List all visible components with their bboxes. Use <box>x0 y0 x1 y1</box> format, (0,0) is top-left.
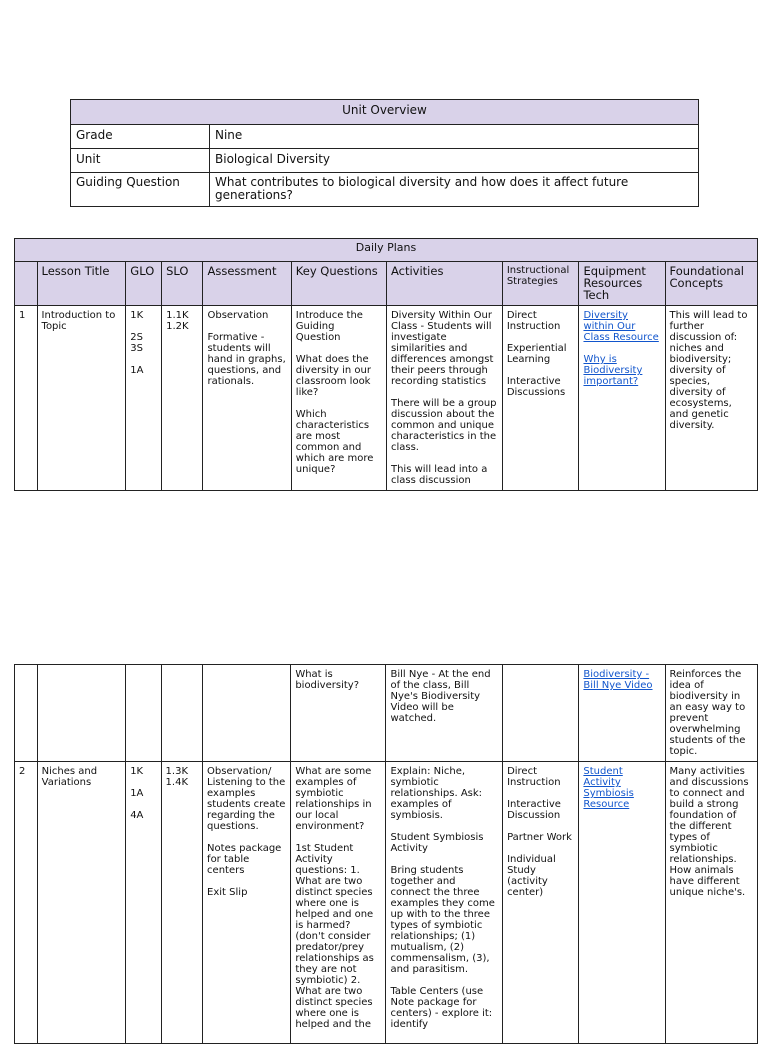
unit-overview-title: Unit Overview <box>71 100 699 125</box>
grade-value: Nine <box>210 125 699 149</box>
unit-overview-table <box>70 99 699 207</box>
resources-cell <box>579 306 665 491</box>
glo-cell: 1K 1A 4A <box>126 762 161 1044</box>
slo-cell: 1.1K 1.2K <box>162 306 203 491</box>
lesson-title: Introduction to Topic <box>37 306 126 491</box>
assessment-cell: Observation Formative - students will hand in graphs, questions, and rationals. <box>203 306 291 491</box>
foundational-header: Foundational Concepts <box>665 262 757 306</box>
unit-label: Unit <box>71 149 210 173</box>
activities-cell: Diversity Within Our Class - Students will investigate similarities and differences amongst their peers through recording statistics There will be a group discussion about the common and unique characteristics in the class. This will lead into a class discussion <box>386 306 502 491</box>
lesson-number: 2 <box>15 762 38 1044</box>
resources-cell <box>579 665 665 762</box>
foundational-cell: This will lead to further discussion of: niches and biodiversity; diversity of species, diversity of ecosystems, and genetic diversity. <box>665 306 757 491</box>
daily-plans-table <box>14 238 758 491</box>
guiding-question-value: What contributes to biological diversity and how does it affect future generations? <box>210 173 699 207</box>
diversity-resource-link[interactable]: Diversity within Our Class Resource <box>583 310 659 343</box>
glo-header: GLO <box>126 262 162 306</box>
lesson-title: Niches and Variations <box>37 762 126 1044</box>
table-row <box>15 306 758 491</box>
glo-cell: 1K 2S 3S 1A <box>126 306 162 491</box>
table-row <box>15 762 758 1044</box>
lesson-number: 1 <box>15 306 38 491</box>
assessment-cell: Observation/ Listening to the examples students create regarding the questions. Notes package for table centers Exit Slip <box>203 762 291 1044</box>
key-questions-cell: What is biodiversity? <box>291 665 386 762</box>
foundational-cell: Reinforces the idea of biodiversity in an easy way to prevent overwhelming students of the topic. <box>665 665 757 762</box>
why-biodiversity-link[interactable]: Why is Biodiversity important? <box>583 354 643 387</box>
slo-header: SLO <box>162 262 203 306</box>
grade-label: Grade <box>71 125 210 149</box>
key-questions-header: Key Questions <box>291 262 386 306</box>
lesson-title-header: Lesson Title <box>37 262 126 306</box>
bill-nye-video-link[interactable]: Biodiversity - Bill Nye Video <box>583 669 653 691</box>
assessment-header: Assessment <box>203 262 291 306</box>
strategies-cell: Direct Instruction Experiential Learning Interactive Discussions <box>502 306 579 491</box>
daily-plans-table-continued <box>14 664 758 1044</box>
strategies-header: Instructional Strategies <box>502 262 579 306</box>
symbiosis-resource-link[interactable]: Student Activity Symbiosis Resource <box>583 766 634 810</box>
equipment-header: Equipment Resources Tech <box>579 262 665 306</box>
foundational-cell: Many activities and discussions to connect and build a strong foundation of the different types of symbiotic relationships. How animals have different unique niche's. <box>665 762 757 1044</box>
activities-header: Activities <box>386 262 502 306</box>
unit-value: Biological Diversity <box>210 149 699 173</box>
activities-cell: Bill Nye - At the end of the class, Bill Nye's Biodiversity Video will be watched. <box>386 665 503 762</box>
guiding-question-label: Guiding Question <box>71 173 210 207</box>
resources-cell <box>579 762 665 1044</box>
key-questions-cell: Introduce the Guiding Question What does the diversity in our classroom look like? Which characteristics are most common and which are more unique? <box>291 306 386 491</box>
table-row <box>15 665 758 762</box>
daily-plans-title: Daily Plans <box>15 239 758 262</box>
strategies-cell: Direct Instruction Interactive Discussion Partner Work Individual Study (activity center) <box>503 762 579 1044</box>
slo-cell: 1.3K 1.4K <box>161 762 203 1044</box>
daily-plans-header-row <box>15 262 758 306</box>
activities-cell: Explain: Niche, symbiotic relationships. Ask: examples of symbiosis. Student Symbiosis Activity Bring students together and connect the three examples they come up with to the three types of symbiotic relationships; (1) mutualism, (2) commensalism, (3), and parasitism. Table Centers (use Note package for centers) - explore it: identify <box>386 762 503 1044</box>
number-header <box>15 262 38 306</box>
key-questions-cell: What are some examples of symbiotic relationships in our local environment? 1st Student Activity questions: 1. What are two distinct species where one is helped and one is harmed? (don't consider predator/prey relationships as they are not symbiotic) 2. What are two distinct species where one is helped and the <box>291 762 386 1044</box>
